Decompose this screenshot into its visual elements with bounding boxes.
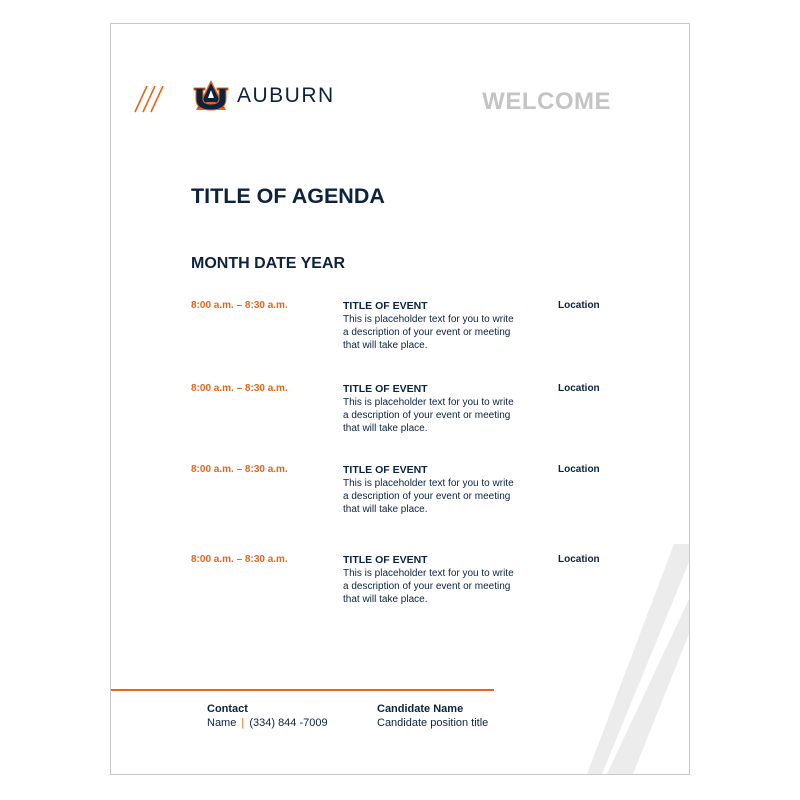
event-title: TITLE OF EVENT — [343, 300, 428, 312]
candidate-name: Candidate Name — [377, 703, 464, 715]
agenda-title: TITLE OF AGENDA — [191, 184, 385, 208]
contact-block — [207, 702, 328, 730]
event-description: This is placeholder text for you to write a description of your event or meeting that will take place. — [343, 314, 514, 351]
event-title: TITLE OF EVENT — [343, 464, 428, 476]
event-time: 8:00 a.m. – 8:30 a.m. — [191, 554, 288, 565]
contact-phone: (334) 844 -7009 — [249, 717, 328, 729]
event-title: TITLE OF EVENT — [343, 383, 428, 395]
event-title: TITLE OF EVENT — [343, 554, 428, 566]
candidate-position: Candidate position title — [377, 717, 489, 729]
event-description: This is placeholder text for you to write a description of your event or meeting that will take place. — [343, 397, 514, 434]
footer-divider — [111, 689, 494, 691]
auburn-logo — [191, 79, 335, 113]
contact-name: Name — [207, 717, 237, 729]
auburn-au-logo-icon — [191, 79, 231, 113]
welcome-heading: WELCOME — [482, 88, 611, 115]
event-location: Location — [558, 554, 600, 565]
candidate-block — [377, 702, 488, 730]
diagonal-stripes-decoration — [549, 544, 689, 774]
orange-slashes-icon — [133, 84, 167, 114]
event-time: 8:00 a.m. – 8:30 a.m. — [191, 300, 288, 311]
event-time: 8:00 a.m. – 8:30 a.m. — [191, 383, 288, 394]
brand-name: AUBURN — [237, 84, 335, 107]
contact-label: Contact — [207, 703, 248, 715]
event-time: 8:00 a.m. – 8:30 a.m. — [191, 464, 288, 475]
event-location: Location — [558, 464, 600, 475]
agenda-event — [191, 464, 631, 524]
event-location: Location — [558, 300, 600, 311]
agenda-event — [191, 383, 631, 443]
contact-separator: | — [241, 717, 245, 729]
agenda-date: MONTH DATE YEAR — [191, 255, 346, 272]
event-description: This is placeholder text for you to write a description of your event or meeting that will take place. — [343, 568, 514, 605]
event-description: This is placeholder text for you to write a description of your event or meeting that will take place. — [343, 478, 514, 515]
agenda-page — [110, 23, 690, 775]
event-location: Location — [558, 383, 600, 394]
agenda-event — [191, 300, 631, 360]
